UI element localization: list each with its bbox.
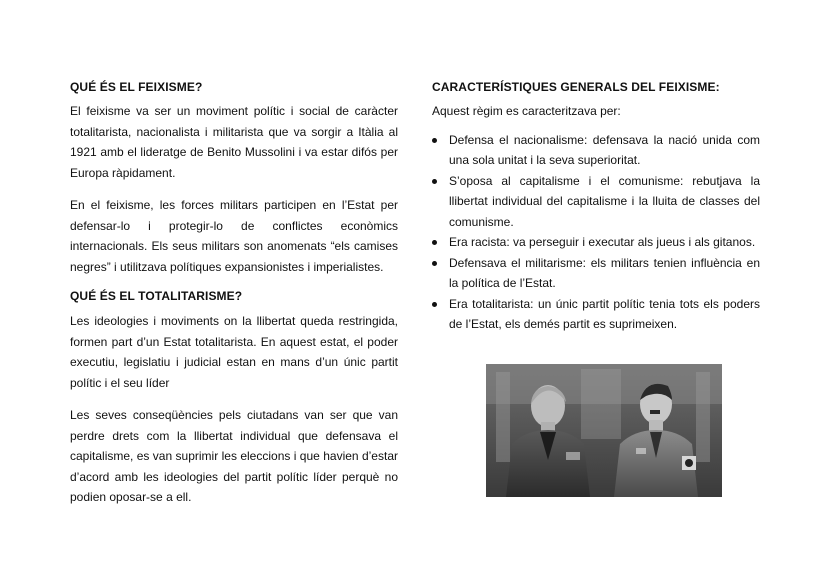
- right-column: [432, 80, 760, 335]
- historical-photo: [486, 364, 722, 497]
- left-column: [70, 80, 398, 520]
- bullet-icon: [432, 138, 437, 143]
- list-item: [432, 294, 760, 335]
- list-item-text: Era totalitarista: un únic partit polític tenia tots els poders de l’Estat, els demés partit es suprimeixen.: [449, 296, 760, 331]
- list-item-text: Era racista: va perseguir i executar als jueus i als gitanos.: [449, 235, 756, 249]
- list-item: [432, 171, 760, 233]
- list-item-text: Defensava el militarisme: els militars tenien influència en la política de l’Estat.: [449, 255, 760, 290]
- bullet-icon: [432, 240, 437, 245]
- list-item-text: Defensa el nacionalisme: defensava la nació unida com una sola unitat i la seva superioritat.: [449, 132, 760, 167]
- paragraph-feixisme-military: En el feixisme, les forces militars participen en l’Estat per defensar-lo i protegir-lo de conflictes econòmics internacionals. Els seus militars son anomenats “els camises negres” i utilitzava polítiques expansionistes i imperialistes.: [70, 198, 398, 274]
- heading-feixisme: QUÉ ÉS EL FEIXISME?: [70, 80, 203, 94]
- list-item: [432, 232, 760, 253]
- bullet-icon: [432, 261, 437, 266]
- paragraph-totalitarisme-definition: Les ideologies i moviments on la llibertat queda restringida, formen part d’un Estat totalitarista. En aquest estat, el poder executiu, legislatiu i judicial estan en mans d’un únic partit polític i el seu líder: [70, 314, 398, 390]
- intro-text: Aquest règim es caracteritzava per:: [432, 104, 621, 118]
- list-item-text: S’oposa al capitalisme i el comunisme: rebutjava la llibertat individual del capitalisme i la lluita de classes del comunisme.: [449, 173, 760, 229]
- list-item: [432, 130, 760, 171]
- bullet-icon: [432, 179, 437, 184]
- heading-totalitarisme: QUÉ ÉS EL TOTALITARISME?: [70, 289, 243, 303]
- characteristics-list: [432, 130, 760, 335]
- paragraph-totalitarisme-consequences: Les seves conseqüències pels ciutadans van ser que van perdre drets com la llibertat individual que defensava el capitalisme, es van suprimir les eleccions i que havien d’estar d’acord amb les ideologies del partit polític líder perquè no podien oposar-se a ell.: [70, 408, 398, 504]
- historical-photo-icon: [486, 364, 722, 497]
- paragraph-feixisme-definition: El feixisme va ser un moviment polític i social de caràcter totalitarista, nacionalista i militarista que va sorgir a Itàlia al 1921 amb el lideratge de Benito Mussolini i va estar difós per Europa ràpidament.: [70, 104, 398, 180]
- list-item: [432, 253, 760, 294]
- bullet-icon: [432, 302, 437, 307]
- heading-caracteristiques: CARACTERÍSTIQUES GENERALS DEL FEIXISME:: [432, 80, 720, 94]
